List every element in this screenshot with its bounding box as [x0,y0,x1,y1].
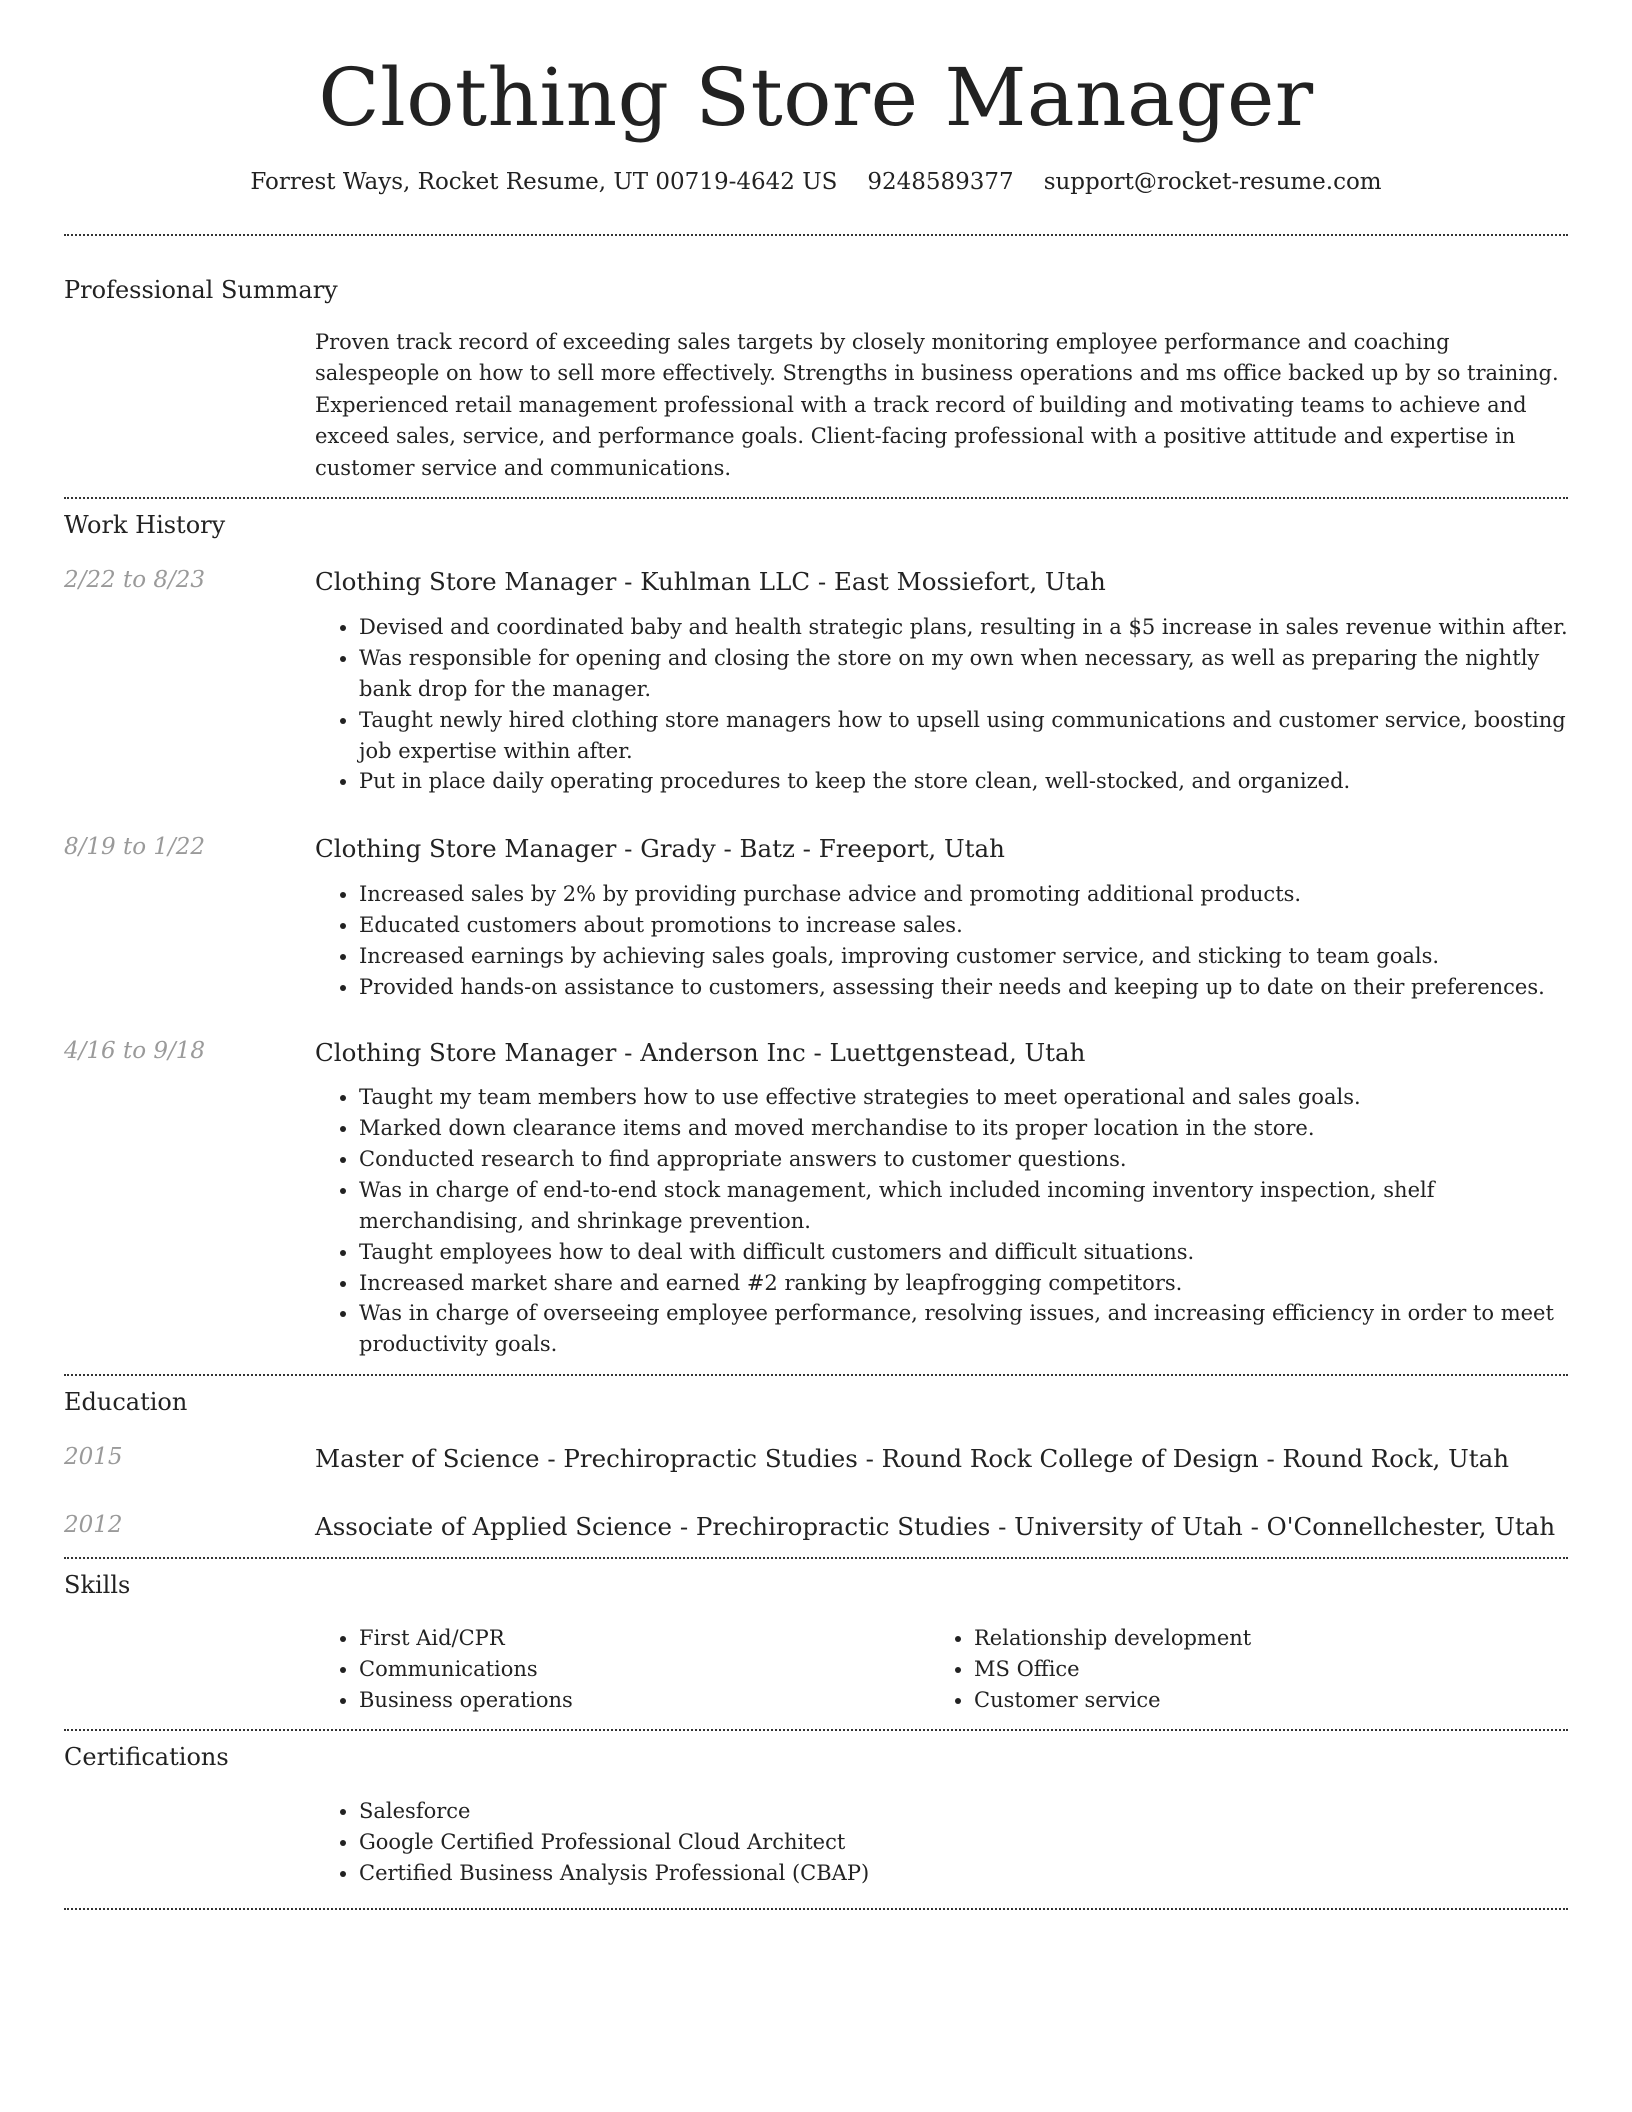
job-dates: 8/19 to 1/22 [64,834,206,861]
list-item: • Was responsible for opening and closing the store on my own when necessary, as well as preparing the nightly bank drop for the manager. [359,643,1568,705]
contact-email: support@rocket-resume.com [1043,169,1382,195]
job-title: Clothing Store Manager - Anderson Inc - Luettgenstead, Utah [315,1037,1086,1067]
job-dates: 4/16 to 9/18 [64,1037,206,1064]
section-heading-certifications: Certifications [64,1743,229,1771]
education-year: 2015 [64,1443,123,1470]
list-item: • Marked down clearance items and moved merchandise to its proper location in the store. [359,1113,1568,1144]
list-item: • Customer service [974,1685,1545,1716]
summary-row [64,327,1568,485]
list-item: • Google Certified Professional Cloud Architect [359,1827,1568,1858]
list-item: • Devised and coordinated baby and health strategic plans, resulting in a $5 increase in sales revenue within after. [359,612,1568,643]
job-entry [64,1037,1568,1361]
job-entry [64,566,1568,797]
education-entry [64,1511,1568,1543]
summary-left-spacer [64,327,315,485]
list-item: • MS Office [974,1654,1545,1685]
list-item: • Taught my team members how to use effective strategies to meet operational and sales goals. [359,1082,1568,1113]
list-item: • Was in charge of end-to-end stock management, which included incoming inventory inspection, shelf merchandising, and shrinkage prevention. [359,1175,1568,1237]
skills-left-spacer [64,1623,315,1716]
job-bullets [315,879,1568,1002]
skills-list [315,1623,930,1716]
list-item: • Relationship development [974,1623,1545,1654]
certifications-left-spacer [64,1796,315,1889]
list-item: • Salesforce [359,1796,1568,1827]
divider [64,1908,1568,1910]
list-item: • Increased market share and earned #2 ranking by leapfrogging competitors. [359,1268,1568,1299]
list-item: • Was in charge of overseeing employee performance, resolving issues, and increasing efficiency in order to meet productivity goals. [359,1298,1568,1360]
list-item: • Educated customers about promotions to increase sales. [359,910,1568,941]
job-dates: 2/22 to 8/23 [64,567,206,594]
job-bullets [315,1082,1568,1360]
contact-line [64,166,1568,198]
certifications-list [315,1796,1568,1889]
education-year: 2012 [64,1511,123,1538]
skills-column [315,1623,930,1716]
summary-text: Proven track record of exceeding sales targets by closely monitoring employee performance and coaching salespeople on how to sell more effectively. Strengths in business operations and ms office backed up by so training. Experienced retail management professional with a track record of building and motivating teams to achieve and exceed sales, service, and performance goals. Client-facing professional with a positive attitude and expertise in customer service and communications. [315,329,1559,480]
divider [64,1557,1568,1559]
divider [64,1374,1568,1376]
section-heading-education: Education [64,1388,188,1417]
list-item: • Business operations [359,1685,930,1716]
section-heading-work: Work History [64,511,226,540]
skills-row [64,1623,1568,1716]
skills-list [930,1623,1545,1716]
resume-name: Clothing Store Manager [318,51,1314,144]
list-item: • Increased earnings by achieving sales goals, improving customer service, and sticking to team goals. [359,941,1568,972]
job-entry [64,833,1568,1002]
list-item: • Conducted research to find appropriate answers to customer questions. [359,1144,1568,1175]
education-entry [64,1443,1568,1475]
contact-address: Forrest Ways, Rocket Resume, UT 00719-4642 US [250,169,838,195]
list-item: • Put in place daily operating procedures to keep the store clean, well-stocked, and organized. [359,766,1568,797]
contact-phone: 9248589377 [867,169,1014,195]
divider [64,1729,1568,1731]
skills-column [930,1623,1545,1716]
list-item: • Taught newly hired clothing store managers how to upsell using communications and customer service, boosting job expertise within after. [359,705,1568,767]
section-heading-skills: Skills [64,1570,131,1599]
list-item: • Provided hands-on assistance to customers, assessing their needs and keeping up to date on their preferences. [359,972,1568,1003]
skills-grid [315,1623,1568,1716]
certifications-row [64,1796,1568,1889]
list-item: • Communications [359,1654,930,1685]
list-item: • Increased sales by 2% by providing purchase advice and promoting additional products. [359,879,1568,910]
job-title: Clothing Store Manager - Grady - Batz - Freeport, Utah [315,834,1005,864]
list-item: • Taught employees how to deal with difficult customers and difficult situations. [359,1237,1568,1268]
divider [64,497,1568,499]
section-heading-summary: Professional Summary [64,276,338,305]
job-title: Clothing Store Manager - Kuhlman LLC - East Mossiefort, Utah [315,567,1106,597]
resume-page [64,0,1568,1910]
list-item: • First Aid/CPR [359,1623,930,1654]
list-item: • Certified Business Analysis Professional (CBAP) [359,1858,1568,1889]
education-degree: Associate of Applied Science - Prechiropractic Studies - University of Utah - O'Connellchester, Utah [315,1511,1556,1541]
job-bullets [315,612,1568,797]
divider [64,234,1568,236]
education-degree: Master of Science - Prechiropractic Studies - Round Rock College of Design - Round Rock, Utah [315,1443,1510,1473]
